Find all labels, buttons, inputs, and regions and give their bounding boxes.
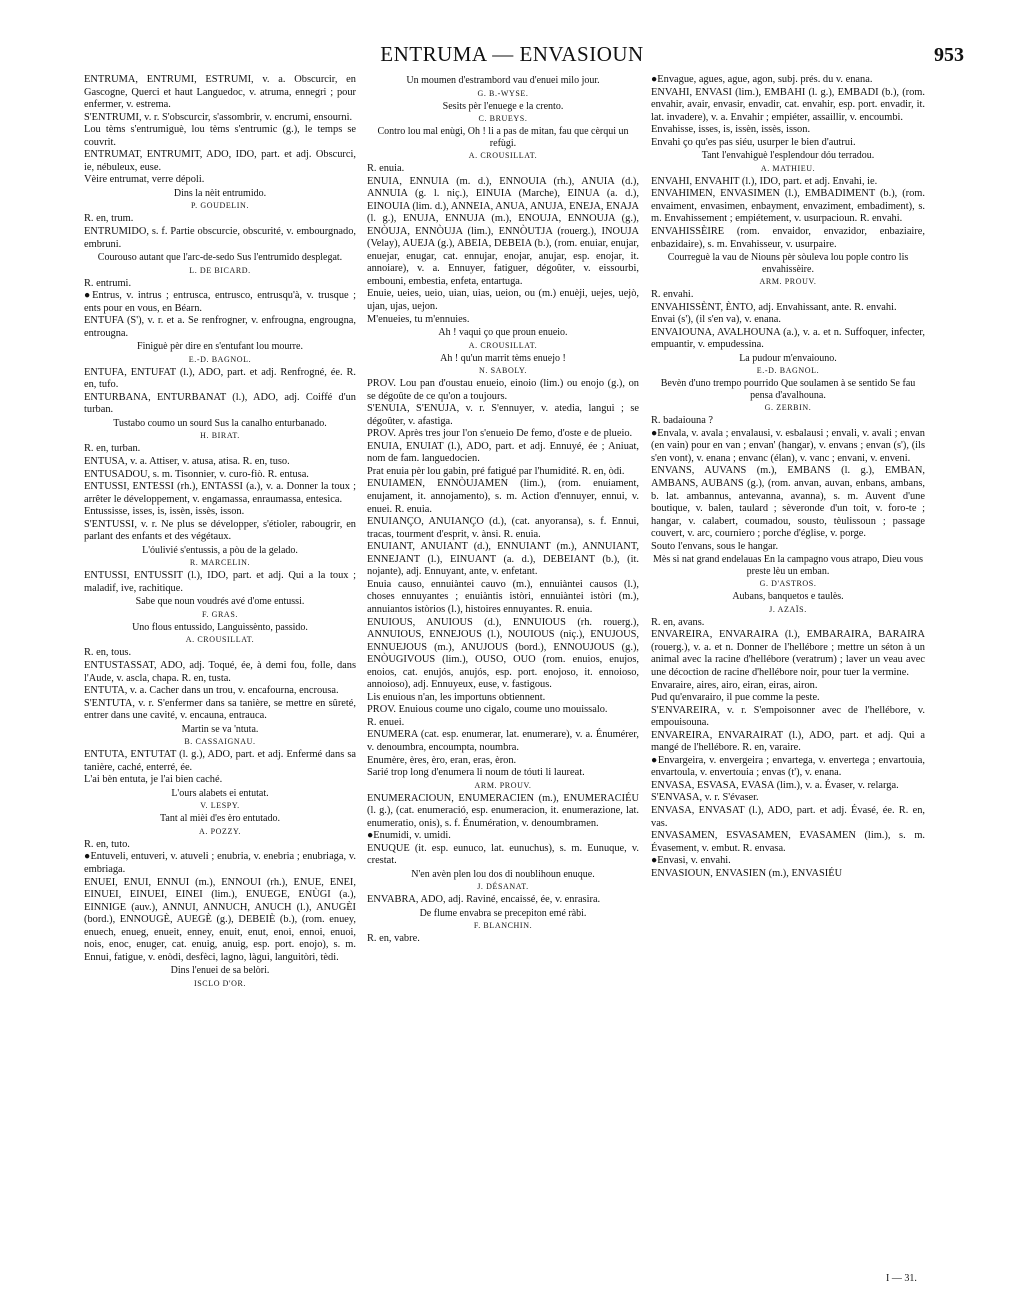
dictionary-entry: ENUIANÇO, ANUIANÇO (d.), (cat. anyoransa), s. f. Ennui, tracas, tourment d'esprit, v. ànsi. R. enuia. [367,516,639,540]
signature-mark: I — 31. [886,1273,917,1284]
citation-author: R. MARCELIN. [189,558,251,568]
dictionary-entry: ENVASAMEN, ESVASAMEN, EVASAMEN (lim.), s. m. Évasement, v. embut. R. envasa. [651,830,925,854]
dictionary-entry: ENUIANT, ANUIANT (d.), ENNUIANT (m.), ANNUIANT, ENNEJANT (l.), EINUANT (a. d.), DEBEIANT (b.), (it. nojante), adj. Ennuyant, ante, v. enfetant. [367,541,639,578]
dictionary-column-right [651,74,925,1274]
dictionary-entry: Lou tèms s'entrumiguè, lou tèms s'entrumic (g.), le temps se couvrit. [84,124,356,148]
dictionary-entry: S'ENTUSSI, v. r. Ne plus se développer, s'étioler, rabougrir, en parlant des enfants et des végétaux. [84,518,356,543]
citation-quote: L'óulivié s'entussis, a pòu de la gelado. [142,544,298,556]
citation-author: E.-D. BAGNOL. [188,354,252,364]
dictionary-entry: ●Envargeira, v. envergeira ; envartega, v. envertega ; envartouia, envartoula, v. envertouia ; envas (t'), v. enana. [651,754,925,779]
dictionary-entry: ENVAHISSÈNT, ÈNTO, adj. Envahissant, ante. R. envahi. [651,301,897,313]
dictionary-entry: ENVAREIRA, ENVARAIRA (l.), EMBARAIRA, BARAIRA (rouerg.), v. a. et n. Donner de l'hellébore ; mettre un séton à un animal avec la racine d'hellébore (veratrum) ; laver un veau avec une décoction de racine d'hellébore noir, pour tuer la vermine. [651,629,925,678]
citation-author: ARM. PROUV. [474,780,532,790]
dictionary-entry: ENTRUMAT, ENTRUMIT, ADO, IDO, part. et adj. Obscurci, ie, nébuleux, euse. [84,149,356,173]
page-header [0,42,1024,72]
dictionary-entry: Envahisse, isses, is, issèn, issès, isson. [651,124,811,136]
dictionary-entry: Sarié trop long d'enumera li noum de tóuti li laureat. [367,767,585,779]
dictionary-entry: ENTUFA (S'), v. r. et a. Se renfrogner, v. enfrougna, engrougna, entrougna. [84,315,356,339]
dictionary-entry: ENUIOUS, ANUIOUS (d.), ENNUIOUS (rh. rouerg.), ANNUIOUS, ENNEJOUS (l.), NOUIOUS (niç.), ENUJOUS, ENNUEJOUS (m.), ANUJOUS (bord.), ENNOUJOUS (g.), ENÒUGIVOUS (lim.), OUSO, OUO (rom. enuios, enujos, enoios, cat. enujós, anujós, esp. port. enojoso, it. ennoioso, annoioso), adj. Ennuyeux, euse, v. fastigous. [367,616,639,691]
citation-quote: Sabe que noun voudrés avé d'ome entussi. [135,596,305,608]
dictionary-entry: ENVABRA, ADO, adj. Raviné, encaissé, ée, v. enrasira. [367,894,601,906]
citation-author: H. BIRAT. [200,431,240,441]
citation-author: N. SABOLY. [479,366,527,376]
dictionary-entry: ENUIA, ENUIAT (l.), ADO, part. et adj. Ennuyé, ée ; Aniuat, nom de fam. languedocien. [367,440,639,465]
dictionary-entry: ENVAHISSÈIRE (rom. envaidor, envazidor, enbaziaire, enbazidaire), s. m. Envahisseur, v. usurpaire. [651,225,925,250]
dictionary-entry: ●Enumidi, v. umidi. [367,830,451,842]
dictionary-entry: ENVAHIMEN, ENVASIMEN (l.), EMBADIMENT (b.), (rom. envaiment, envasimen, enbayment, envaziment, embadiment), s. m. Envahissement ; empiétement, v. usurpacioun. R. envahi. [651,188,925,225]
citation-quote: Mès si nat grand endelauas En la campagno vous atrapo, Dieu vous preste lèu un emban. [653,554,923,577]
dictionary-entry: S'ENTUTA, v. r. S'enfermer dans sa tanière, se mettre en sûreté, entrer dans une cavité, v. encauna, entrauca. [84,697,356,722]
dictionary-entry: Entussisse, isses, is, issèn, issès, isson. [84,506,245,518]
citation-quote: Courreguè la vau de Niouns pèr sòuleva lou pople contro lis envahissèire. [667,252,909,275]
citation-quote: Martin se va 'ntuta. [181,723,259,735]
dictionary-entry: ENVASA, ENVASAT (l.), ADO, part. et adj. Évasé, ée. R. en, vas. [651,805,925,829]
citation-quote: Aubans, banquetos e taulès. [732,591,844,603]
dictionary-entry: Envahi ço qu'es pas siéu, usurper le bien d'autrui. [651,136,856,148]
dictionary-entry: ENUEI, ENUI, ENNUI (m.), ENNOUI (rh.), ENUE, ENEI, EINUEI, EINUEI, EINEI (lim.), ENUEGE, ENÙGI (a.), EINNIGE (auv.), ANNUI, ANNUCH, ANUCH (l.), ANUGÈI (bord.), ENNOUGÈ, AUEGÈ (g.), DEBEIÈ (b.), (rom. enuey, enuech, enueg, enueit, enney, enuit, enut, enoi, ennoi, enuoi, nois, enoc, enuger, cat. enuig, anuig, esp. port. enojo), s. m. Ennui, fatigue, v. enòdi, desfèci, lagno, làgui, languitòri, tèdi. [84,876,356,963]
citation-author: A. CROUSILLAT. [468,151,538,160]
citation-author: G. D'ASTROS. [759,579,817,589]
citation-quote: Sesits pèr l'enuege e la crento. [442,100,564,112]
citation-author: J. AZAÏS. [769,604,807,614]
dictionary-entry: S'ENVAREIRA, v. r. S'empoisonner avec de l'hellébore, v. empouisouna. [651,704,925,729]
dictionary-entry: Envai (s'), (il s'en va), v. enana. [651,314,782,326]
dictionary-entry: R. en, vabre. [367,933,420,945]
page-number: 953 [934,44,964,66]
dictionary-entry: Souto l'envans, sous le hangar. [651,540,779,552]
dictionary-entry: ENVAREIRA, ENVARAIRAT (l.), ADO, part. et adj. Qui a mangé de l'hellébore. R. en, varaire. [651,729,925,754]
citation-quote: Ah ! vaqui ço que proun enueio. [438,327,568,339]
citation-author: C. BRUEYS. [478,114,528,123]
dictionary-entry: R. enuia. [367,163,405,174]
dictionary-entry: Enuia causo, ennuiàntei cauvo (m.), ennuiàntei causos (l.), choses ennuyantes ; enuiàntis istòri, ennuiàntei istòri (m.), annuiantos istòrios (l.), histoires ennuyantes. R. enuia. [367,578,639,615]
dictionary-entry: S'ENUIA, S'ENUJA, v. r. S'ennuyer, v. atedia, langui ; se dégoûter, v. afastiga. [367,403,639,427]
citation-quote: Tant l'envahiguè l'esplendour dóu terradou. [701,150,875,162]
citation-quote: Dins l'enuei de sa belòri. [170,965,270,977]
citation-quote: La pudour m'envaiouno. [739,352,837,364]
dictionary-entry: ENTUSSI, ENTUSSIT (l.), IDO, part. et adj. Qui a la toux ; maladif, ive, rachitique. [84,570,356,594]
citation-author: G. B.-WYSE. [477,88,529,98]
dictionary-entry: R. en, tous. [84,647,132,659]
dictionary-entry: ENTUTA, v. a. Cacher dans un trou, v. encafourna, encrousa. [84,685,339,697]
citation-author: V. LESPY. [200,801,240,811]
dictionary-entry: Prat enuia pèr lou gabin, pré fatigué par l'humidité. R. en, òdi. [367,465,625,477]
dictionary-entry: R. badaiouna ? [651,415,714,427]
citation-quote: Dins la nèit entrumido. [173,187,267,199]
citation-quote: Tant al mièi d'es èro entutado. [160,813,280,825]
dictionary-entry: ●Entuveli, entuveri, v. atuveli ; enubria, v. enebria ; enubriaga, v. embriaga. [84,851,356,875]
dictionary-entry: ENTUSA, v. a. Attiser, v. atusa, atisa. R. en, tuso. [84,456,290,468]
citation-author: P. GOUDELIN. [190,201,250,211]
dictionary-entry: ●Entrus, v. intrus ; entrusca, entrusco, entrusqu'à, v. trusque ; ents pour en vous, en Béarn. [84,290,356,314]
dictionary-column-middle [367,74,639,1274]
citation-quote: Contro lou mal enùgi, Oh ! li a pas de mitan, fau que cèrqui un refùgi. [377,126,629,149]
citation-quote: Bevèn d'uno trempo pourrido Que soulamen à se sentido Se fau pensa d'avalhouna. [660,378,916,401]
citation-author: G. ZERBIN. [764,403,812,413]
citation-quote: Tustabo coumo un sourd Sus la canalho enturbanado. [113,417,327,429]
dictionary-entry: Enumère, ères, èro, eran, eras, èron. [367,754,517,766]
citation-quote: Un moumen d'estrambord vau d'enuei milo jour. [406,75,600,86]
dictionary-entry: ENVASA, ESVASA, EVASA (lim.), v. a. Évaser, v. relarga. [651,779,899,791]
running-title: ENTRUMA — ENVASIOUN [380,42,644,66]
dictionary-entry: ENTUSADOU, s. m. Tisonnier, v. curo-fiò. R. entusa. [84,468,309,480]
dictionary-entry: Envaraire, aires, airo, eiran, eiras, airon. [651,679,818,691]
dictionary-entry: R. en, tuto. [84,838,130,850]
citation-author: J. DÉSANAT. [477,882,529,892]
dictionary-entry: R. enuei. [367,716,405,728]
citation-quote: De flume envabra se precepiton emé ràbi. [419,907,587,919]
dictionary-entry: R. en, turban. [84,443,141,455]
dictionary-entry: S'ENVASA, v. r. S'évaser. [651,792,759,804]
citation-author: B. CASSAIGNAU. [184,737,256,747]
dictionary-entry: ENTUTA, ENTUTAT (l. g.), ADO, part. et adj. Enfermé dans sa tanière, caché, enterré, ée. [84,749,356,773]
dictionary-entry: PROV. Après tres jour l'on s'enueio De femo, d'oste e de plueio. [367,428,633,440]
citation-author: A. POZZY. [199,826,241,836]
dictionary-entry: ENVASIOUN, ENVASIEN (m.), ENVASIÉU [651,867,843,879]
dictionary-entry: Enuie, ueies, ueio, uian, uias, ueion, ou (m.) enuèji, uejes, uejò, ujan, ujas, uejon. [367,288,639,313]
dictionary-entry: R. entrumi. [84,277,132,289]
dictionary-entry: ENTUFA, ENTUFAT (l.), ADO, part. et adj. Renfrogné, ée. R. en, tufo. [84,366,356,391]
dictionary-entry: ENUIAMEN, ENNÒUJAMEN (lim.), (rom. enuiament, enujament, it. annojamento), s. m. Action d'ennuyer, ennui, v. enuei. R. enuia. [367,478,639,515]
citation-quote: Uno flous entussido, Languissènto, passido. [132,621,308,633]
citation-author: ARM. PROUV. [759,277,817,287]
dictionary-entry: R. envahi. [651,289,694,301]
dictionary-entry: ENUQUE (it. esp. eunuco, lat. eunuchus), s. m. Eunuque, v. crestat. [367,842,639,867]
citation-author: F. BLANCHIN. [473,921,533,931]
citation-author: A. MATHIEU. [760,163,816,173]
citation-author: A. CROUSILLAT. [468,340,538,350]
citation-author: A. CROUSILLAT. [185,635,255,645]
dictionary-entry: ENTUSTASSAT, ADO, adj. Toqué, ée, à demi fou, folle, dans l'Aude, v. ascla, chapa. R. en, tusta. [84,660,356,684]
dictionary-entry: S'ENTRUMI, v. r. S'obscurcir, s'assombrir, v. encrumi, ensourni. [84,111,353,123]
dictionary-entry: PROV. Enuious coume uno cigalo, coume uno mouissalo. [367,704,608,716]
dictionary-entry: ENTUSSI, ENTESSI (rh.), ENTASSI (a.), v. a. Donner la toux ; arrêter le développement, v. engamassa, enraumassa, entesica. [84,481,356,505]
dictionary-entry: ENVAHI, ENVAHIT (l.), IDO, part. et adj. Envahi, ie. [651,175,878,187]
dictionary-entry: Pud qu'envarairo, il pue comme la peste. [651,692,820,704]
dictionary-entry: ●Envasi, v. envahi. [651,855,731,867]
citation-quote: L'ours alabets ei entutat. [171,787,269,799]
dictionary-entry: PROV. Lou pan d'oustau enueio, einoio (lim.) ou enojo (g.), on se dégoûte de ce qu'on a toujours. [367,378,639,402]
citation-author: E.-D. BAGNOL. [756,366,820,376]
dictionary-entry: R. en, trum. [84,213,134,225]
dictionary-entry: ENUMERA (cat. esp. enumerar, lat. enumerare), v. a. Énumérer, v. denoumbra, encoumpta, noumbra. [367,729,639,753]
dictionary-entry: M'enueies, tu m'ennuies. [367,313,470,325]
dictionary-entry: ENTRUMA, ENTRUMI, ESTRUMI, v. a. Obscurcir, en Gascogne, Querci et haut Languedoc, v. atruma, ennegri ; pour enfermer, v. estrema. [84,74,356,111]
dictionary-column-left [84,74,356,1274]
dictionary-entry: ENVAIOUNA, AVALHOUNA (a.), v. a. et n. Suffoquer, infecter, empuantir, v. empudessina. [651,326,925,351]
citation-quote: N'en avèn plen lou dos di noublihoun enuque. [411,868,595,880]
dictionary-entry: R. en, avans. [651,616,705,628]
dictionary-entry: L'ai bèn entuta, je l'ai bien caché. [84,774,223,786]
citation-quote: Ah ! qu'un marrit tèms enuejo ! [440,352,566,364]
citation-quote: Finiguè pèr dire en s'entufant lou mourre. [137,341,303,353]
dictionary-entry: Vèire entrumat, verre dépoli. [84,174,205,186]
citation-quote: Courouso autant que l'arc-de-sedo Sus l'entrumido desplegat. [97,252,343,264]
citation-author: ISCLO D'OR. [193,978,247,988]
citation-author: F. GRAS. [202,609,238,619]
dictionary-entry: ENUIA, ENNUIA (m. d.), ENNOUIA (rh.), ANUIA (d.), ANNUIA (g. l. niç.), EINUIA (Marche), EINUA (a. d.), EINOUIA (lim. d.), ANNEIA, ANUA, ANUJA, ENEJA, ENAJA (l. g.), ENUJA, ENNUJA (m.), ENOUJA, ENNOUJA (g.), ENÒUJA, ENNÒUJA (lim.), ENNÒUTJA (rouerg.), INOUJA (Velay), AUEJA (g.), ABEIA, DEBEIA (b.), (rom. enuiar, enujar, enuejar, enugar, cat. ennujar, enojar, anujar, esp. enojar, it. annoiare), v. a. Ennuyer, fatiguer, dégoûter, v. eissourbi, embouni, embestia, enfeta, entartuga. [367,175,639,287]
dictionary-entry: ENUMERACIOUN, ENUMERACIEN (m.), ENUMERACIÉU (l. g.), (cat. enumeració, esp. enumeracion, it. enumerazione, lat. enumeratio, onis), s. f. Énumération, v. denoumbramen. [367,792,639,829]
dictionary-entry: ENTRUMIDO, s. f. Partie obscurcie, obscurité, v. embourgnado, embruni. [84,225,356,250]
citation-author: L. DE BICARD. [189,265,251,275]
dictionary-entry: Lis enuious n'an, les importuns obtiennent. [367,691,546,703]
dictionary-entry: ●Envague, agues, ague, agon, subj. prés. du v. enana. [651,74,873,85]
dictionary-entry: ENVANS, AUVANS (m.), EMBANS (l. g.), EMBAN, AMBANS, AUBANS (g.), (rom. anvan, auvan, enbans, ambans, b. lat. ambannus, antevanna, avanna), s. m. Auvent d'une boutique, v. balen, taulard ; sèveronde d'un toit, v. foro-te ; hangar, v. calabert, coumadou, sousto, tèulissoun ; passage couvert, v. arc, courniero ; porche d'église, v. porge. [651,465,925,540]
dictionary-entry: ENTURBANA, ENTURBANAT (l.), ADO, adj. Coiffé d'un turban. [84,391,356,416]
dictionary-entry: ●Envala, v. avala ; envalausi, v. esbalausi ; envali, v. avali ; envan (en vain) pour en van ; envan' (hangar), v. envans ; envan (s'), (ils s'en vont), v. enana ; envanc (élan), v. vanc ; envani, v. enveni. [651,427,925,464]
dictionary-entry: ENVAHI, ENVASI (lim.), EMBAHI (l. g.), EMBADI (b.), (rom. envahir, avair, envasir, envadir, cat. envahir, esp. port. envadir, it. lat. invadere), v. a. Envahir ; empiéter, assaillir, v. encoumbi. [651,86,925,123]
